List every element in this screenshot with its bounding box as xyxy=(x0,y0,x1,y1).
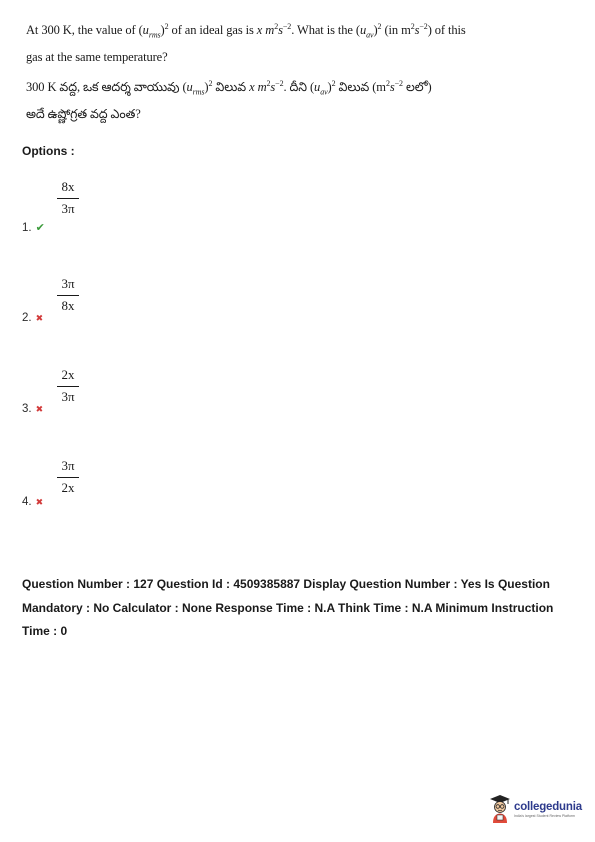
question-text-segment: ) xyxy=(204,80,209,94)
question-text-segment: 300 K వద్ద, ఒక ఆదర్శ వాయువు ( xyxy=(26,80,187,94)
fraction-numerator: 3π xyxy=(61,458,75,473)
correct-check-icon: ✔ xyxy=(35,222,45,234)
option-4-label[interactable] xyxy=(22,496,43,508)
superscript: 2 xyxy=(385,78,390,88)
subscript-av: av xyxy=(366,30,374,40)
question-metadata: Question Number : 127 Question Id : 4509385887 Display Question Number : Yes Is Question Mandatory : No Calculator : None Response Time : N.A Think Time : N.A Minimum Instruction Time : 0 xyxy=(22,577,554,638)
question-text-segment: . What is the ( xyxy=(291,23,360,37)
superscript: 2 xyxy=(410,21,415,31)
fraction-numerator: 3π xyxy=(61,276,75,291)
question-text-segment: లలో) xyxy=(402,80,432,94)
question-text-segment: . దీని ( xyxy=(283,80,315,94)
logo-name: collegedunia xyxy=(514,800,582,813)
option-2-label[interactable] xyxy=(22,312,43,324)
question-text-segment: of an ideal gas is xyxy=(168,23,257,37)
logo-tagline: India's largest Student Review Platform xyxy=(514,813,575,818)
question-text-segment: ) xyxy=(373,23,378,37)
symbol-u: u xyxy=(314,80,321,94)
collegedunia-logo xyxy=(489,794,582,824)
option-number: 1. xyxy=(22,221,32,234)
symbol-x: x xyxy=(249,80,255,94)
question-text-line-2: gas at the same temperature? xyxy=(26,50,168,64)
superscript: 2 xyxy=(266,78,271,88)
option-3-label[interactable] xyxy=(22,403,43,415)
superscript: 2 xyxy=(331,78,336,88)
option-number: 2. xyxy=(22,312,32,324)
fraction-denominator: 3π xyxy=(61,201,75,216)
question-telugu-line-1 xyxy=(26,79,432,95)
subscript-rms: rms xyxy=(148,30,161,40)
subscript-av: av xyxy=(320,87,328,97)
fraction-bar xyxy=(57,198,79,199)
superscript: −2 xyxy=(275,78,284,88)
superscript: 2 xyxy=(164,21,169,31)
superscript: −2 xyxy=(419,21,428,31)
symbol-x: x xyxy=(256,23,263,37)
logo-text xyxy=(514,801,582,818)
question-text-segment: At 300 K, the value of ( xyxy=(26,23,143,37)
question-text-segment: ) xyxy=(160,23,165,37)
fraction-numerator: 8x xyxy=(61,179,75,194)
unit-m: m xyxy=(262,23,275,37)
subscript-rms: rms xyxy=(192,87,205,97)
superscript: 2 xyxy=(208,78,213,88)
option-3-fraction xyxy=(55,367,81,405)
question-text-segment: విలువ xyxy=(212,80,250,94)
question-text-segment: ) of this xyxy=(427,23,466,37)
superscript: −2 xyxy=(394,78,403,88)
option-1-label[interactable] xyxy=(22,221,45,234)
fraction-denominator: 3π xyxy=(61,389,75,404)
fraction-denominator: 2x xyxy=(61,480,75,495)
unit-s: s xyxy=(278,23,283,37)
wrong-cross-icon: ✖ xyxy=(35,312,44,323)
graduate-mascot-icon xyxy=(489,794,511,824)
option-number: 4. xyxy=(22,496,32,508)
unit-s: s xyxy=(270,80,276,94)
unit-s: s xyxy=(414,23,420,37)
question-text-segment: (in m xyxy=(381,23,411,37)
wrong-cross-icon: ✖ xyxy=(35,496,44,507)
options-heading: Options : xyxy=(22,144,75,158)
question-telugu-line-2: అదే ఉష్ణోగ్రత వద్ద ఎంత? xyxy=(26,107,141,121)
option-2-fraction xyxy=(55,276,81,314)
symbol-u: u xyxy=(186,80,193,94)
wrong-cross-icon: ✖ xyxy=(35,403,44,414)
fraction-numerator: 2x xyxy=(61,367,75,382)
superscript: −2 xyxy=(282,21,292,31)
fraction-bar xyxy=(57,386,79,387)
question-text-segment: ) xyxy=(327,80,332,94)
symbol-u: u xyxy=(142,23,149,37)
superscript: 2 xyxy=(274,21,279,31)
question-text-line-1 xyxy=(26,22,466,38)
symbol-u: u xyxy=(359,23,367,37)
option-1-fraction xyxy=(55,179,81,217)
option-4-fraction xyxy=(55,458,81,496)
superscript: 2 xyxy=(377,21,382,31)
fraction-denominator: 8x xyxy=(61,298,75,313)
option-number: 3. xyxy=(22,403,32,415)
fraction-bar xyxy=(57,477,79,478)
question-text-segment: విలువ (m xyxy=(335,80,386,94)
unit-m: m xyxy=(254,80,267,94)
unit-s: s xyxy=(389,80,395,94)
fraction-bar xyxy=(57,295,79,296)
